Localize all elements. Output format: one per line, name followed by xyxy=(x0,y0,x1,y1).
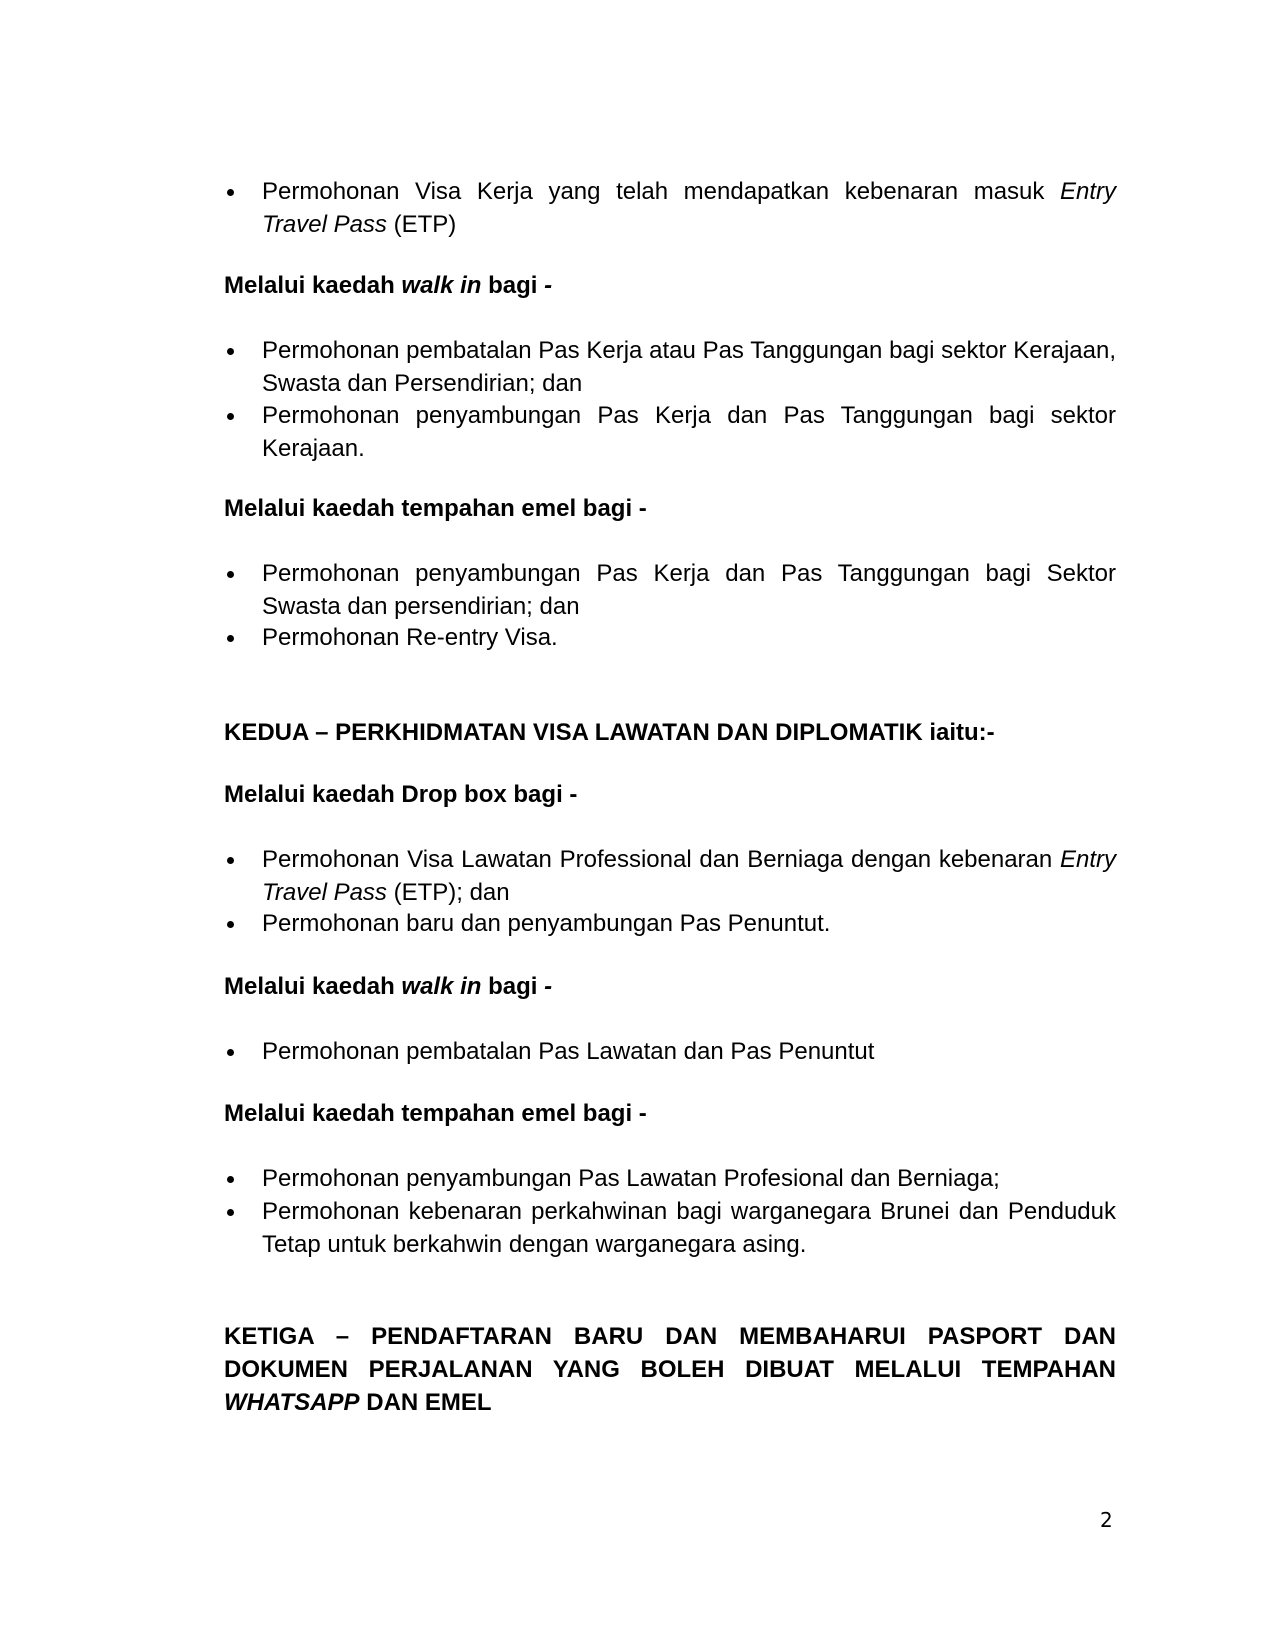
item-text: Permohonan pembatalan Pas Lawatan dan Pas Penuntut xyxy=(262,1038,875,1065)
list-item xyxy=(224,175,1116,241)
item-text: Permohonan penyambungan Pas Lawatan Profesional dan Berniaga; xyxy=(262,1165,1000,1192)
item-text-italic: Entry Travel Pass xyxy=(262,178,1116,238)
item-text: (ETP); dan xyxy=(386,879,510,906)
section-heading: KETIGA – PENDAFTARAN BARU DAN MEMBAHARUI PASPORT DAN DOKUMEN PERJALANAN YANG BOLEH DIBUAT MELALUI TEMPAHAN WHATSAPP DAN EMEL xyxy=(224,1323,1116,1416)
list-item xyxy=(224,1195,1116,1261)
list-item xyxy=(224,621,1116,654)
page-number: 2 xyxy=(1100,1508,1113,1532)
item-text: Permohonan baru dan penyambungan Pas Penuntut. xyxy=(262,910,831,937)
section-subheading: Melalui kaedah Drop box bagi - xyxy=(224,781,578,808)
section-subheading: Melalui kaedah walk in bagi - xyxy=(224,272,553,299)
item-text: Permohonan pembatalan Pas Kerja atau Pas Tanggungan bagi sektor Kerajaan, Swasta dan Persendirian; dan xyxy=(262,337,1116,397)
list-item xyxy=(224,557,1116,623)
item-text: Permohonan penyambungan Pas Kerja dan Pas Tanggungan bagi Sektor Swasta dan persendirian; dan xyxy=(262,560,1116,620)
item-text: Permohonan kebenaran perkahwinan bagi warganegara Brunei dan Penduduk Tetap untuk berkahwin dengan warganegara asing. xyxy=(262,1198,1116,1258)
item-text: Permohonan Re-entry Visa. xyxy=(262,624,558,651)
section-subheading: Melalui kaedah tempahan emel bagi - xyxy=(224,495,647,522)
item-text-italic: Entry Travel Pass xyxy=(262,846,1116,906)
item-text: Permohonan Visa Kerja yang telah mendapatkan kebenaran masuk xyxy=(262,178,1060,205)
section-heading: KEDUA – PERKHIDMATAN VISA LAWATAN DAN DIPLOMATIK iaitu:- xyxy=(224,719,995,746)
list-item xyxy=(224,907,1116,940)
list-item xyxy=(224,1035,1116,1068)
list-item xyxy=(224,1162,1116,1195)
section-subheading: Melalui kaedah tempahan emel bagi - xyxy=(224,1100,647,1127)
section-subheading: Melalui kaedah walk in bagi - xyxy=(224,973,553,1000)
list-item xyxy=(224,399,1116,465)
list-item xyxy=(224,843,1116,909)
item-text: (ETP) xyxy=(386,211,457,238)
list-item xyxy=(224,334,1116,400)
item-text: Permohonan Visa Lawatan Professional dan Berniaga dengan kebenaran xyxy=(262,846,1060,873)
item-text: Permohonan penyambungan Pas Kerja dan Pas Tanggungan bagi sektor Kerajaan. xyxy=(262,402,1116,462)
